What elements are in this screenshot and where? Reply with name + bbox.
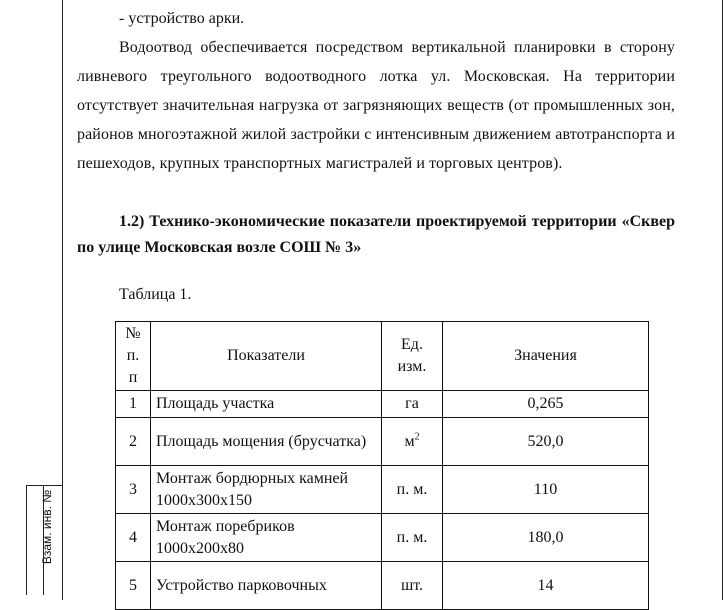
- table-row: [116, 391, 649, 418]
- table-caption: Таблица 1.: [119, 286, 192, 303]
- table-row: [116, 466, 649, 514]
- row-name: Монтаж поребриков 1000х200х80: [151, 514, 382, 562]
- row-unit: п. м.: [382, 466, 443, 514]
- row-value: 180,0: [443, 514, 649, 562]
- row-unit: [382, 418, 443, 466]
- row-value: 14: [443, 562, 649, 610]
- row-num: 3: [116, 466, 151, 514]
- table-header-row: [116, 322, 649, 391]
- row-value: 520,0: [443, 418, 649, 466]
- stamp-label: Взам. инв. №: [40, 489, 54, 565]
- table-row: [116, 418, 649, 466]
- title-block-stamp: [26, 485, 62, 595]
- row-num: 1: [116, 391, 151, 418]
- row-num: 5: [116, 562, 151, 610]
- drainage-paragraph: Водоотвод обеспечивается посредством вертикальной планировки в сторону ливневого треугольного водоотводного лотка ул. Московская. На территории отсутствует значительная нагрузка от загрязняющих веществ (от промышленных зон, районов многоэтажной жилой застройки с интенсивным движением автотранспорта и пешеходов, крупных транспортных магистралей и торговых центров).: [77, 39, 675, 172]
- section-heading: 1.2) Технико-экономические показатели проектируемой территории «Сквер по улице Московская возле СОШ № 3»: [77, 213, 675, 256]
- table-row: [116, 514, 649, 562]
- unit-superscript: 2: [414, 431, 420, 443]
- header-name: Показатели: [151, 322, 382, 391]
- header-num: № п. п: [116, 322, 151, 391]
- row-num: 2: [116, 418, 151, 466]
- indicators-table: [115, 321, 649, 610]
- header-value: Значения: [443, 322, 649, 391]
- row-num: 4: [116, 514, 151, 562]
- unit-base: м: [404, 432, 415, 450]
- row-value: 110: [443, 466, 649, 514]
- row-name: Площадь участка: [151, 391, 382, 418]
- header-unit: Ед. изм.: [382, 322, 443, 391]
- table-row: [116, 562, 649, 610]
- row-name: Площадь мощения (брусчатка): [151, 418, 382, 466]
- list-item: - устройство арки.: [119, 10, 245, 27]
- row-unit: шт.: [382, 562, 443, 610]
- row-value: 0,265: [443, 391, 649, 418]
- row-unit: га: [382, 391, 443, 418]
- row-name: Монтаж бордюрных камней 1000х300х150: [151, 466, 382, 514]
- row-unit: п. м.: [382, 514, 443, 562]
- row-name: Устройство парковочных: [151, 562, 382, 610]
